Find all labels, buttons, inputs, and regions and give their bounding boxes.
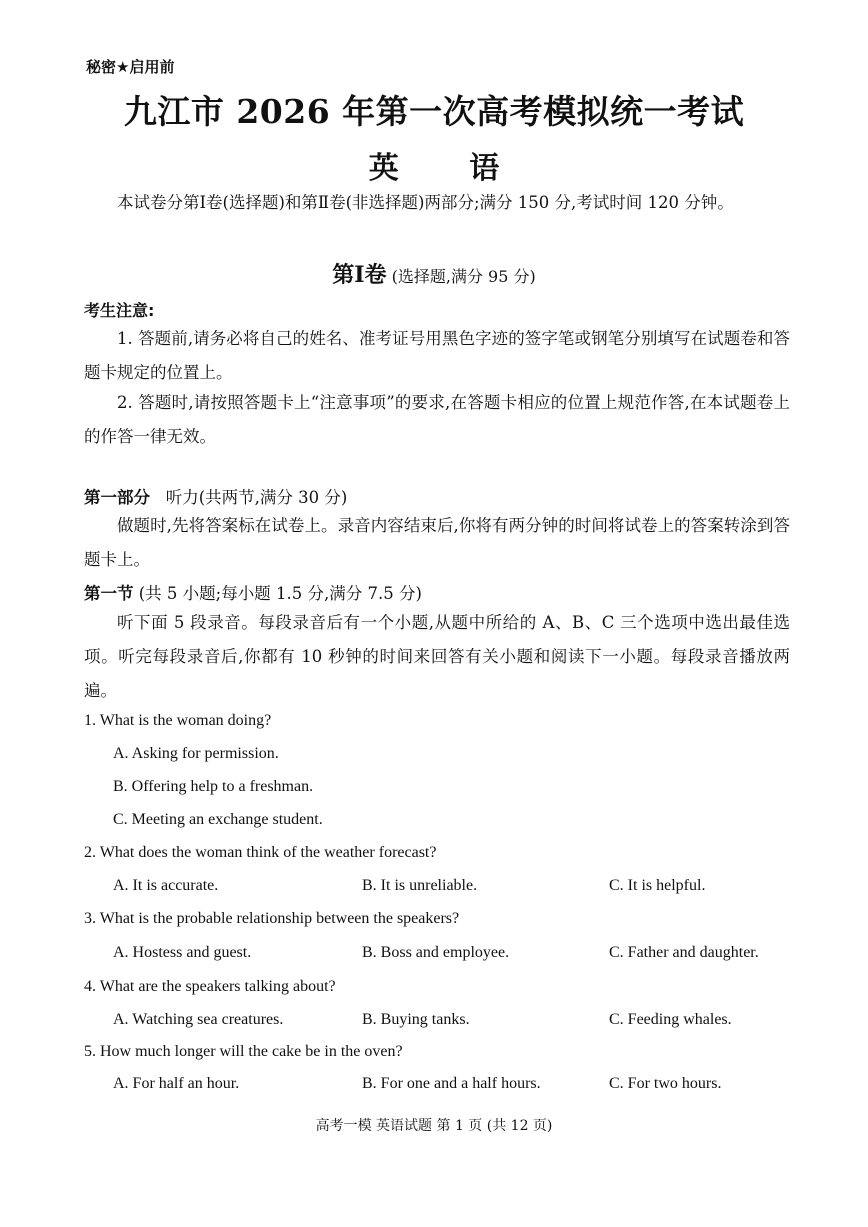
option-a: A. For half an hour. [113, 1075, 240, 1092]
option-a: A. Watching sea creatures. [113, 1011, 284, 1028]
exam-title: 九江市 2026 年第一次高考模拟统一考试 [123, 92, 745, 131]
section-heading [84, 580, 422, 604]
question-stem: 1. What is the woman doing? [84, 712, 272, 729]
question-stem: 4. What are the speakers talking about? [84, 978, 336, 995]
part-heading [84, 484, 347, 508]
option-c: C. Father and daughter. [609, 944, 759, 961]
question-stem: 5. How much longer will the cake be in the oven? [84, 1043, 403, 1060]
option-a: A. Asking for permission. [113, 745, 279, 762]
volume-heading [0, 258, 868, 289]
section-instruction: 听下面 5 段录音。每段录音后有一个小题,从题中所给的 A、B、C 三个选项中选出最佳选项。听完每段录音后,你都有 10 秒钟的时间来回答有关小题和阅读下一小题。每段录音播放两遍。 [84, 613, 790, 700]
part-title: 听力(共两节,满分 30 分) [165, 488, 348, 507]
notice-item: 2. 答题时,请按照答题卡上“注意事项”的要求,在答题卡相应的位置上规范作答,在本试题卷上的作答一律无效。 [84, 393, 790, 446]
notice-item: 1. 答题前,请务必将自己的姓名、准考证号用黑色字迹的签字笔或钢笔分别填写在试题卷和答题卡规定的位置上。 [84, 329, 790, 382]
option-a: A. Hostess and guest. [113, 944, 252, 961]
option-b: B. Offering help to a freshman. [113, 778, 314, 795]
volume-subtitle: (选择题,满分 95 分) [391, 267, 536, 286]
volume-title: 第Ⅰ卷 [332, 262, 387, 288]
option-b: B. It is unreliable. [362, 877, 478, 894]
option-c: C. Feeding whales. [609, 1011, 732, 1028]
option-b: B. Boss and employee. [362, 944, 510, 961]
notice-label: 考生注意: [84, 301, 155, 320]
option-c: C. For two hours. [609, 1075, 722, 1092]
option-b: B. For one and a half hours. [362, 1075, 541, 1092]
option-b: B. Buying tanks. [362, 1011, 470, 1028]
part-label: 第一部分 [84, 488, 150, 507]
confidential-label: 秘密★启用前 [86, 58, 175, 76]
part-instruction: 做题时,先将答案标在试卷上。录音内容结束后,你将有两分钟的时间将试卷上的答案转涂到答题卡上。 [84, 516, 790, 569]
question-stem: 2. What does the woman think of the weather forecast? [84, 844, 437, 861]
option-c: C. Meeting an exchange student. [113, 811, 323, 828]
question-stem: 3. What is the probable relationship between the speakers? [84, 910, 460, 927]
intro-paragraph: 本试卷分第Ⅰ卷(选择题)和第Ⅱ卷(非选择题)两部分;满分 150 分,考试时间 120 分钟。 [117, 193, 734, 212]
option-c: C. It is helpful. [609, 877, 706, 894]
subject-title: 英 语 [368, 151, 500, 186]
page-footer: 高考一模 英语试题 第 1 页 (共 12 页) [315, 1118, 553, 1134]
section-label: 第一节 [84, 584, 134, 603]
option-a: A. It is accurate. [113, 877, 219, 894]
section-title: (共 5 小题;每小题 1.5 分,满分 7.5 分) [138, 584, 422, 603]
